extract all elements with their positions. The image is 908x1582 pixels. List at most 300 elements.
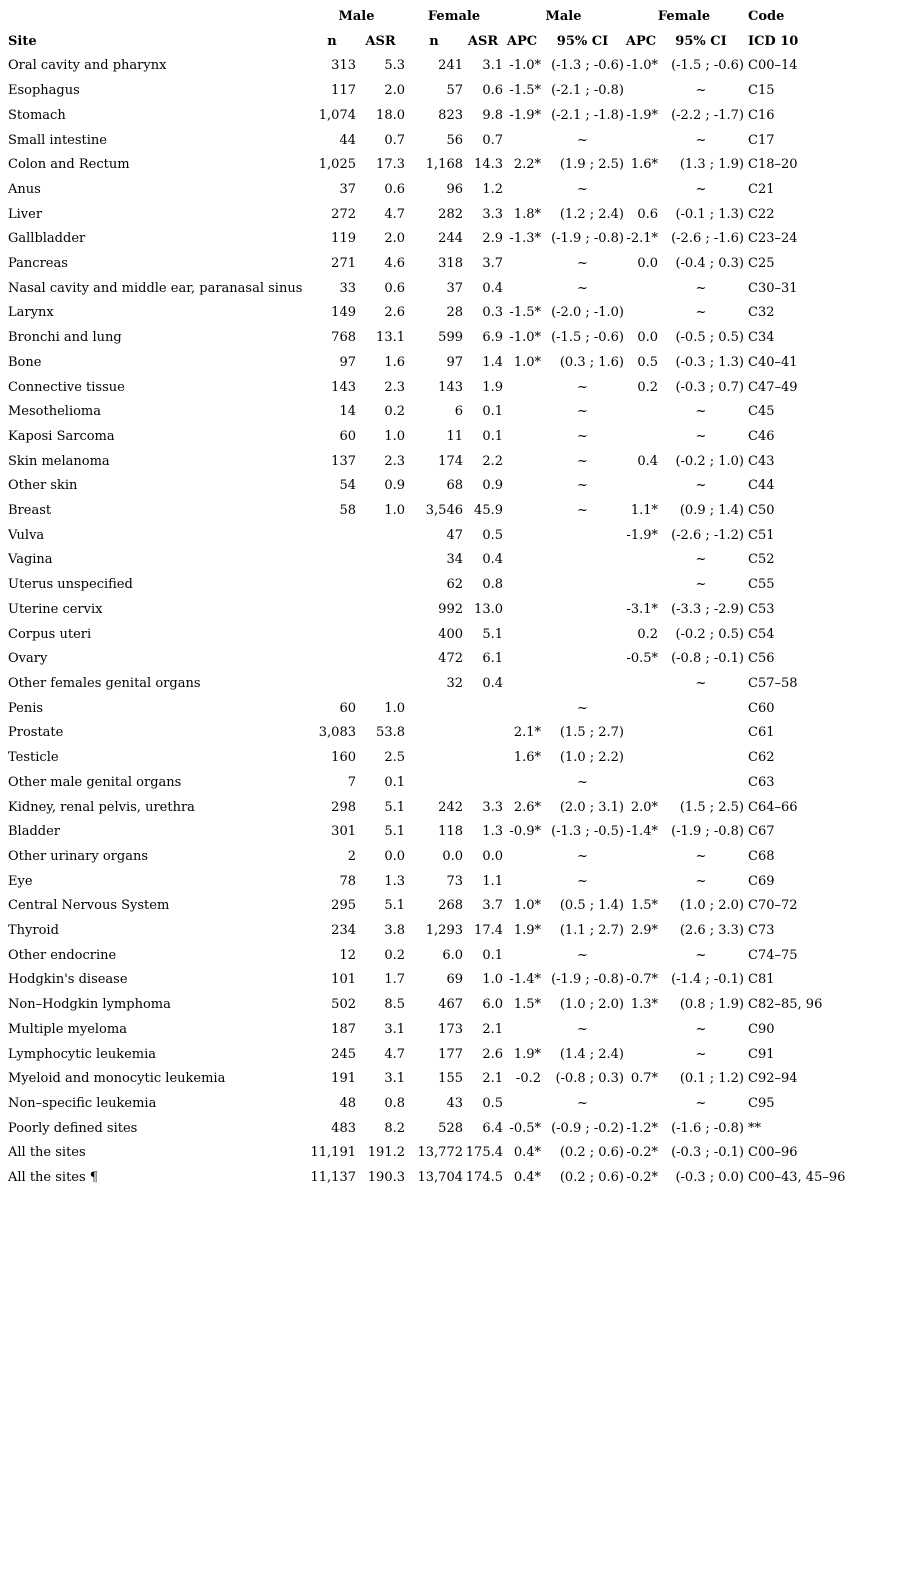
table-row (0, 203, 908, 228)
female-apc-cell (624, 771, 658, 796)
table-row (0, 697, 908, 722)
table-row (0, 746, 908, 771)
male-apc-cell: -1.0* (509, 58, 541, 74)
male-apc-cell (503, 474, 541, 499)
male-asr-cell: 8.5 (384, 997, 405, 1013)
male-n-cell: 160 (331, 750, 356, 766)
female-n-cell: 69 (446, 972, 463, 988)
code-cell: C95 (748, 1095, 775, 1111)
site-cell: Connective tissue (8, 379, 125, 395)
code-cell: C47–49 (748, 379, 798, 395)
code-cell: C17 (748, 132, 775, 148)
male-asr-cell (356, 672, 405, 697)
male-apc-cell: -1.3* (509, 231, 541, 247)
code-cell: C46 (748, 428, 775, 444)
male-ci-cell: ~ (577, 700, 588, 716)
male-asr-cell: 5.1 (384, 799, 405, 815)
table-row (0, 993, 908, 1018)
table-row (0, 1166, 908, 1191)
table-row (0, 944, 908, 969)
table-row (0, 104, 908, 129)
male-ci-cell: ~ (577, 379, 588, 395)
code-cell: C68 (748, 848, 775, 864)
male-asr-cell: 2.3 (384, 379, 405, 395)
female-apc-cell: 0.2 (637, 379, 658, 395)
female-apc-cell: 0.4 (637, 453, 658, 469)
male-n-cell: 101 (331, 972, 356, 988)
table-row (0, 573, 908, 598)
table-row (0, 1043, 908, 1068)
col-header-female-n: n (429, 33, 439, 49)
female-n-cell (405, 721, 463, 746)
female-asr-cell: 1.9 (482, 379, 503, 395)
male-asr-cell: 2.6 (384, 305, 405, 321)
female-apc-cell (624, 1092, 658, 1117)
site-cell: Bronchi and lung (8, 330, 122, 346)
male-asr-cell: 0.6 (384, 280, 405, 296)
male-n-cell: 12 (339, 947, 356, 963)
female-apc-cell: -0.2* (626, 1170, 658, 1186)
female-asr-cell: 1.2 (482, 181, 503, 197)
female-n-cell: 173 (438, 1021, 463, 1037)
site-cell: Bone (8, 354, 42, 370)
table-row (0, 450, 908, 475)
code-cell: C52 (748, 552, 775, 568)
female-n-cell: 467 (438, 997, 463, 1013)
table-row (0, 548, 908, 573)
male-apc-cell (503, 1018, 541, 1043)
female-asr-cell: 175.4 (465, 1145, 503, 1161)
female-asr-cell: 1.1 (482, 873, 503, 889)
table-row (0, 623, 908, 648)
female-asr-cell: 17.4 (474, 923, 503, 939)
male-ci-cell: (2.0 ; 3.1) (559, 799, 624, 815)
code-cell: C91 (748, 1046, 775, 1062)
male-ci-cell: ~ (577, 404, 588, 420)
male-ci-cell: ~ (577, 947, 588, 963)
female-ci-cell: (-0.2 ; 1.0) (675, 453, 744, 469)
male-n-cell: 1,074 (318, 107, 356, 123)
male-apc-cell: 1.8* (513, 206, 541, 222)
female-apc-cell (624, 944, 658, 969)
male-n-cell: 502 (331, 997, 356, 1013)
site-cell: Other skin (8, 478, 78, 494)
cancer-incidence-table (0, 5, 908, 1191)
male-apc-cell: 0.4* (513, 1145, 541, 1161)
female-n-cell: 143 (438, 379, 463, 395)
code-cell: C57–58 (748, 675, 798, 691)
male-asr-cell (356, 647, 405, 672)
male-asr-cell: 1.0 (384, 700, 405, 716)
female-apc-cell: 1.5* (630, 898, 658, 914)
male-ci-cell: ~ (577, 478, 588, 494)
code-cell: ** (748, 1120, 761, 1136)
female-ci-cell: (2.6 ; 3.3) (679, 923, 744, 939)
female-ci-cell: (-0.5 ; 0.5) (675, 330, 744, 346)
female-n-cell: 6 (454, 404, 463, 420)
male-apc-cell (503, 425, 541, 450)
female-apc-cell (624, 301, 658, 326)
female-n-cell: 56 (446, 132, 463, 148)
male-apc-cell: -1.0* (509, 330, 541, 346)
site-cell: Liver (8, 206, 43, 222)
female-asr-cell: 3.3 (482, 799, 503, 815)
female-ci-cell: ~ (695, 83, 707, 99)
site-cell: Non–Hodgkin lymphoma (8, 997, 171, 1013)
female-n-cell: 599 (438, 330, 463, 346)
female-asr-cell: 3.1 (482, 58, 503, 74)
male-apc-cell: 2.6* (513, 799, 541, 815)
table-row (0, 351, 908, 376)
site-cell: Oral cavity and pharynx (8, 58, 167, 74)
col-header-male-apc: APC (506, 33, 538, 49)
female-ci-cell: (-0.1 ; 1.3) (675, 206, 744, 222)
female-asr-cell: 0.1 (482, 428, 503, 444)
male-n-cell: 44 (339, 132, 356, 148)
female-n-cell: 1,293 (425, 923, 463, 939)
female-apc-cell (624, 573, 658, 598)
site-cell: Larynx (8, 305, 54, 321)
male-asr-cell: 0.2 (384, 404, 405, 420)
female-asr-cell: 2.1 (482, 1071, 503, 1087)
male-asr-cell: 0.1 (384, 774, 405, 790)
male-n-cell: 60 (339, 700, 356, 716)
male-n-cell (308, 623, 356, 648)
male-ci-cell: (1.1 ; 2.7) (559, 923, 624, 939)
male-asr-cell: 4.7 (384, 1046, 405, 1062)
site-cell: Kidney, renal pelvis, urethra (8, 799, 195, 815)
female-apc-cell (624, 870, 658, 895)
female-n-cell (405, 746, 463, 771)
male-asr-cell: 3.8 (384, 923, 405, 939)
male-apc-cell (503, 647, 541, 672)
male-n-cell: 14 (339, 404, 356, 420)
male-n-cell: 54 (339, 478, 356, 494)
female-asr-cell (463, 771, 503, 796)
col-header-female-ci: 95% CI (675, 33, 727, 49)
female-apc-cell: 0.0 (637, 330, 658, 346)
female-apc-cell (624, 425, 658, 450)
female-asr-cell: 0.0 (482, 848, 503, 864)
table-row (0, 968, 908, 993)
female-n-cell: 282 (438, 206, 463, 222)
male-n-cell: 119 (331, 231, 356, 247)
site-cell: Prostate (8, 725, 64, 741)
female-n-cell: 528 (438, 1120, 463, 1136)
female-asr-cell: 2.6 (482, 1046, 503, 1062)
male-n-cell: 97 (339, 354, 356, 370)
male-ci-cell (541, 524, 624, 549)
male-ci-cell: ~ (577, 1021, 588, 1037)
male-asr-cell: 1.0 (384, 503, 405, 519)
male-apc-cell: 1.9* (513, 1046, 541, 1062)
male-ci-cell: (-1.5 ; -0.6) (551, 330, 624, 346)
female-asr-cell: 6.9 (482, 330, 503, 346)
code-cell: C81 (748, 972, 775, 988)
female-apc-cell (624, 178, 658, 203)
female-n-cell: 47 (446, 527, 463, 543)
code-cell: C45 (748, 404, 775, 420)
male-apc-cell: 2.1* (513, 725, 541, 741)
group-header-spacer (0, 5, 308, 30)
female-n-cell: 318 (438, 256, 463, 272)
site-cell: Anus (8, 181, 41, 197)
site-cell: Penis (8, 700, 44, 716)
female-ci-cell: (-3.3 ; -2.9) (671, 601, 744, 617)
male-ci-cell: ~ (577, 1095, 588, 1111)
male-apc-cell (503, 573, 541, 598)
col-header-female-apc: APC (625, 33, 657, 49)
male-n-cell: 48 (339, 1095, 356, 1111)
male-ci-cell: (-1.3 ; -0.5) (551, 824, 624, 840)
table-row (0, 326, 908, 351)
male-asr-cell: 0.0 (384, 848, 405, 864)
female-n-cell: 97 (446, 354, 463, 370)
site-cell: Uterine cervix (8, 601, 103, 617)
site-cell: Corpus uteri (8, 626, 92, 642)
female-ci-cell: ~ (695, 428, 707, 444)
col-header-male-ci: 95% CI (556, 33, 609, 49)
female-apc-cell: 0.7* (630, 1071, 658, 1087)
male-ci-cell: (1.5 ; 2.7) (559, 725, 624, 741)
female-asr-cell: 1.0 (482, 972, 503, 988)
female-n-cell: 28 (446, 305, 463, 321)
female-n-cell: 177 (438, 1046, 463, 1062)
female-ci-cell (658, 771, 744, 796)
male-ci-cell: (-0.9 ; -0.2) (551, 1120, 624, 1136)
male-apc-cell (503, 400, 541, 425)
code-cell: C40–41 (748, 354, 798, 370)
site-cell: Poorly defined sites (8, 1120, 138, 1136)
female-n-cell: 13,772 (417, 1145, 463, 1161)
site-cell: Other urinary organs (8, 848, 149, 864)
female-asr-cell: 0.8 (482, 577, 503, 593)
male-n-cell: 313 (331, 58, 356, 74)
col-header-icd: ICD 10 (748, 33, 799, 49)
male-apc-cell (503, 499, 541, 524)
male-n-cell: 2 (347, 848, 356, 864)
col-header-male-n: n (327, 33, 337, 49)
male-ci-cell: ~ (577, 132, 588, 148)
female-apc-cell: 1.3* (630, 997, 658, 1013)
male-apc-cell: 1.5* (513, 997, 541, 1013)
code-cell: C00–43, 45–96 (748, 1170, 846, 1186)
female-n-cell: 43 (446, 1095, 463, 1111)
female-ci-cell: ~ (695, 132, 707, 148)
female-asr-cell: 2.9 (482, 231, 503, 247)
female-ci-cell: (-1.6 ; -0.8) (671, 1120, 744, 1136)
code-cell: C43 (748, 453, 775, 469)
male-n-cell: 187 (331, 1021, 356, 1037)
code-cell: C53 (748, 601, 775, 617)
code-cell: C50 (748, 503, 775, 519)
female-asr-cell (463, 697, 503, 722)
female-apc-cell: -1.2* (626, 1120, 658, 1136)
male-ci-cell: ~ (577, 774, 588, 790)
male-ci-cell: (-2.1 ; -0.8) (551, 83, 624, 99)
site-cell: Kaposi Sarcoma (8, 428, 115, 444)
female-ci-cell: (0.1 ; 1.2) (679, 1071, 744, 1087)
female-asr-cell: 0.6 (482, 83, 503, 99)
female-apc-cell (624, 79, 658, 104)
female-apc-cell: -1.9* (626, 107, 658, 123)
table-row (0, 1117, 908, 1142)
female-asr-cell: 0.4 (482, 280, 503, 296)
table-row (0, 301, 908, 326)
female-asr-cell: 0.4 (482, 552, 503, 568)
female-apc-cell: -0.7* (626, 972, 658, 988)
male-asr-cell (356, 623, 405, 648)
table-row (0, 129, 908, 154)
female-asr-cell: 3.3 (482, 206, 503, 222)
male-ci-cell: (-2.1 ; -1.8) (551, 107, 624, 123)
male-apc-cell (503, 1092, 541, 1117)
female-asr-cell: 9.8 (482, 107, 503, 123)
female-asr-cell: 0.9 (482, 478, 503, 494)
code-cell: C30–31 (748, 280, 798, 296)
male-apc-cell: 2.2* (513, 157, 541, 173)
female-apc-cell (624, 129, 658, 154)
site-cell: Other male genital organs (8, 774, 182, 790)
male-n-cell: 37 (339, 181, 356, 197)
female-asr-cell (463, 746, 503, 771)
site-cell: Multiple myeloma (8, 1021, 127, 1037)
female-ci-cell: ~ (695, 1095, 707, 1111)
table-row (0, 252, 908, 277)
male-ci-cell: (1.2 ; 2.4) (559, 206, 624, 222)
male-apc-cell (503, 450, 541, 475)
male-ci-cell: (1.0 ; 2.2) (559, 750, 624, 766)
table-row (0, 845, 908, 870)
male-apc-cell (503, 672, 541, 697)
table-row (0, 598, 908, 623)
female-apc-cell: 1.1* (630, 503, 658, 519)
code-cell: C32 (748, 305, 775, 321)
male-ci-cell: ~ (577, 848, 588, 864)
table-row (0, 376, 908, 401)
female-n-cell: 37 (446, 280, 463, 296)
code-cell: C55 (748, 577, 775, 593)
male-apc-cell: 1.9* (513, 923, 541, 939)
male-apc-cell (503, 178, 541, 203)
male-asr-cell: 1.0 (384, 428, 405, 444)
code-cell: C90 (748, 1021, 775, 1037)
site-cell: Nasal cavity and middle ear, paranasal sinus (8, 280, 303, 296)
male-asr-cell: 191.2 (367, 1145, 405, 1161)
male-asr-cell: 5.1 (384, 824, 405, 840)
female-n-cell: 244 (438, 231, 463, 247)
table-row (0, 499, 908, 524)
site-cell: All the sites ¶ (8, 1170, 99, 1186)
site-cell: Colon and Rectum (8, 157, 130, 173)
site-cell: Pancreas (8, 256, 68, 272)
female-ci-cell: (1.3 ; 1.9) (679, 157, 744, 173)
table-row (0, 919, 908, 944)
female-apc-cell: -3.1* (626, 601, 658, 617)
code-cell: C61 (748, 725, 775, 741)
female-ci-cell: ~ (695, 305, 707, 321)
female-n-cell: 823 (438, 107, 463, 123)
female-apc-cell: -1.0* (626, 58, 658, 74)
female-ci-cell: (-1.4 ; -0.1) (671, 972, 744, 988)
female-asr-cell: 6.1 (482, 651, 503, 667)
female-n-cell: 13,704 (417, 1170, 463, 1186)
male-n-cell: 295 (331, 898, 356, 914)
male-n-cell: 117 (331, 83, 356, 99)
male-asr-cell: 53.8 (376, 725, 405, 741)
male-n-cell: 298 (331, 799, 356, 815)
female-apc-cell (624, 548, 658, 573)
male-apc-cell: -0.9* (509, 824, 541, 840)
female-ci-cell: (-0.3 ; 0.7) (675, 379, 744, 395)
female-apc-cell (624, 1018, 658, 1043)
female-asr-cell: 0.5 (482, 1095, 503, 1111)
male-apc-cell (503, 598, 541, 623)
female-apc-cell: -1.9* (626, 527, 658, 543)
female-apc-cell: 2.9* (630, 923, 658, 939)
male-ci-cell: (1.9 ; 2.5) (559, 157, 624, 173)
female-apc-cell (624, 672, 658, 697)
code-cell: C92–94 (748, 1071, 798, 1087)
female-ci-cell: ~ (695, 478, 707, 494)
male-asr-cell: 0.2 (384, 947, 405, 963)
female-apc-cell: -1.4* (626, 824, 658, 840)
female-n-cell: 174 (438, 453, 463, 469)
site-cell: Skin melanoma (8, 453, 110, 469)
female-apc-cell: 0.2 (637, 626, 658, 642)
male-asr-cell: 190.3 (367, 1170, 405, 1186)
table-row (0, 894, 908, 919)
female-n-cell: 68 (446, 478, 463, 494)
male-asr-cell: 18.0 (376, 107, 405, 123)
table-row (0, 1092, 908, 1117)
code-cell: C74–75 (748, 947, 798, 963)
code-cell: C69 (748, 873, 775, 889)
table-row (0, 227, 908, 252)
female-apc-cell (624, 474, 658, 499)
female-asr-cell: 3.7 (482, 256, 503, 272)
male-asr-cell: 0.8 (384, 1095, 405, 1111)
male-asr-cell: 0.9 (384, 478, 405, 494)
site-cell: Lymphocytic leukemia (8, 1046, 157, 1062)
female-asr-cell: 174.5 (465, 1170, 503, 1186)
female-ci-cell: (0.9 ; 1.4) (679, 503, 744, 519)
female-n-cell: 155 (438, 1071, 463, 1087)
site-cell: Eye (8, 873, 33, 889)
group-header-female-counts: Female (427, 9, 481, 24)
code-cell: C82–85, 96 (748, 997, 823, 1013)
male-apc-cell: 0.4* (513, 1170, 541, 1186)
site-cell: All the sites (8, 1145, 86, 1161)
code-cell: C44 (748, 478, 775, 494)
female-asr-cell: 0.4 (482, 675, 503, 691)
site-cell: Esophagus (8, 83, 80, 99)
male-asr-cell: 0.7 (384, 132, 405, 148)
female-ci-cell (658, 721, 744, 746)
male-n-cell: 245 (331, 1046, 356, 1062)
female-ci-cell: (-0.3 ; 0.0) (675, 1170, 744, 1186)
code-cell: C64–66 (748, 799, 798, 815)
male-n-cell: 11,137 (310, 1170, 356, 1186)
female-apc-cell: -0.2* (626, 1145, 658, 1161)
male-apc-cell (503, 944, 541, 969)
male-n-cell (308, 573, 356, 598)
female-ci-cell (658, 746, 744, 771)
female-n-cell: 32 (446, 675, 463, 691)
male-ci-cell: (0.2 ; 0.6) (559, 1145, 624, 1161)
female-apc-cell (624, 400, 658, 425)
male-ci-cell (541, 598, 624, 623)
